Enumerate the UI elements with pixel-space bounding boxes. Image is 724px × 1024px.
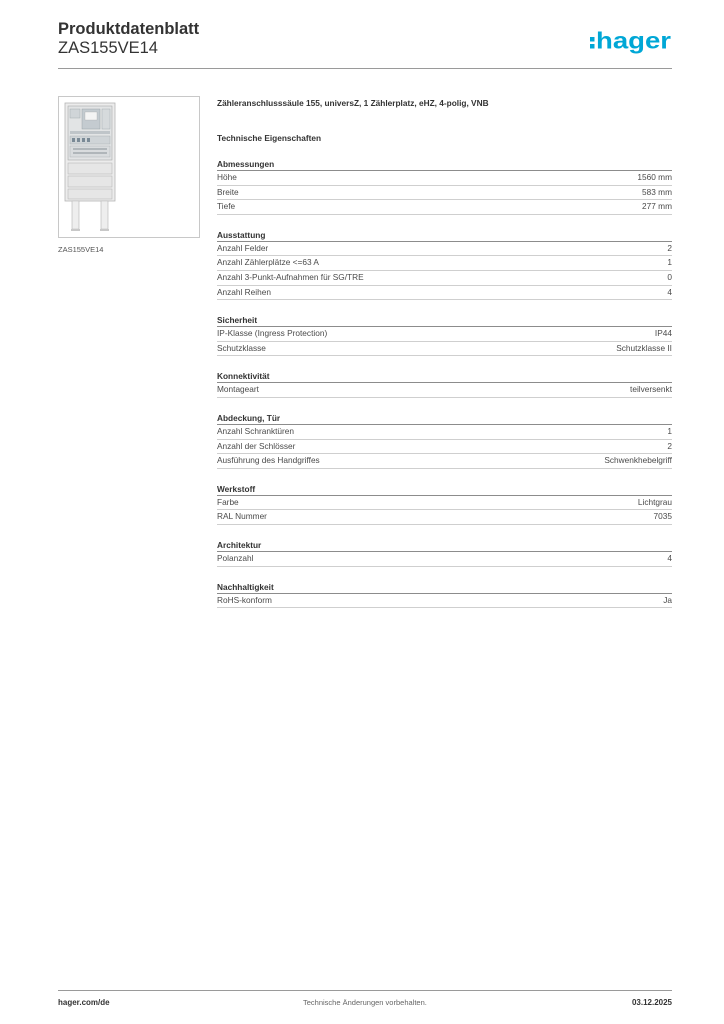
property-label: RoHS-konform [217, 594, 272, 605]
property-value: teilversenkt [630, 384, 672, 395]
property-row [217, 342, 672, 357]
section-abmessungen [217, 158, 672, 215]
property-row [217, 383, 672, 398]
property-row [217, 552, 672, 567]
property-value: Schwenkhebelgriff [604, 455, 672, 466]
property-value: IP44 [654, 328, 672, 339]
footer-website: hager.com/de [58, 998, 110, 1007]
property-label: Farbe [217, 496, 239, 507]
property-row [217, 242, 672, 257]
property-value: Lichtgrau [637, 496, 672, 507]
property-value: 1 [667, 257, 672, 268]
section-ausstattung [217, 229, 672, 300]
property-label: Anzahl Schranktüren [217, 425, 295, 436]
section-architektur [217, 539, 672, 567]
property-row [217, 327, 672, 342]
property-label: Höhe [217, 172, 237, 182]
section-title: Abmessungen [217, 158, 672, 171]
property-value: 583 mm [642, 186, 672, 197]
property-value: 2 [667, 440, 672, 451]
property-value: 4 [667, 286, 672, 297]
property-row [217, 186, 672, 201]
page-header [58, 20, 672, 70]
product-content [217, 96, 672, 608]
property-row [217, 271, 672, 286]
section-abdeckung-tuer [217, 412, 672, 469]
property-value: 7035 [653, 511, 672, 522]
property-row [217, 286, 672, 301]
property-label: Anzahl der Schlösser [217, 440, 296, 451]
property-value: 277 mm [642, 201, 672, 212]
footer-divider [58, 990, 672, 991]
property-label: Polanzahl [217, 552, 254, 563]
property-value: 1 [667, 425, 672, 436]
property-value: 0 [667, 271, 672, 282]
property-label: IP-Klasse (Ingress Protection) [217, 328, 328, 339]
property-label: Anzahl Reihen [217, 286, 271, 297]
property-row [217, 594, 672, 609]
property-label: Tiefe [217, 201, 236, 212]
property-label: Anzahl Felder [217, 242, 269, 253]
property-row [217, 510, 672, 525]
property-row [217, 440, 672, 455]
property-value: 1560 mm [637, 172, 672, 182]
property-row [217, 200, 672, 215]
section-title: Architektur [217, 539, 672, 552]
meter-cabinet-image [59, 97, 199, 237]
article-number: ZAS155VE14 [58, 39, 158, 57]
property-label: RAL Nummer [217, 511, 267, 522]
section-konnektivitaet [217, 370, 672, 398]
header-divider [58, 68, 672, 69]
section-title: Abdeckung, Tür [217, 412, 672, 425]
property-row [217, 496, 672, 511]
section-title: Konnektivität [217, 370, 672, 383]
document-title: Produktdatenblatt [58, 20, 200, 38]
property-value: 4 [667, 552, 672, 563]
property-label: Schutzklasse [217, 342, 266, 353]
section-werkstoff [217, 483, 672, 525]
property-label: Ausführung des Handgriffes [217, 455, 320, 466]
property-label: Anzahl 3-Punkt-Aufnahmen für SG/TRE [217, 271, 364, 282]
section-title: Werkstoff [217, 483, 672, 496]
property-row [217, 256, 672, 271]
property-label: Anzahl Zählerplätze <=63 A [217, 257, 319, 268]
section-title: Ausstattung [217, 229, 672, 242]
property-label: Montageart [217, 384, 259, 395]
property-value: Ja [663, 594, 672, 605]
footer-date: 03.12.2025 [631, 998, 672, 1007]
property-row [217, 171, 672, 186]
section-title: Sicherheit [217, 314, 672, 327]
logo-text: hager [596, 28, 672, 54]
image-caption: ZAS155VE14 [58, 245, 104, 254]
product-description: Zähleranschlusssäule 155, universZ, 1 Zählerplatz, eHZ, 4-polig, VNB [217, 98, 489, 108]
property-row [217, 454, 672, 469]
product-image-frame [58, 96, 200, 238]
section-nachhaltigkeit [217, 581, 672, 609]
footer-note: Technische Änderungen vorbehalten. [303, 998, 427, 1007]
technical-properties-heading: Technische Eigenschaften [217, 133, 322, 143]
section-sicherheit [217, 314, 672, 356]
hager-logo [590, 28, 672, 54]
property-label: Breite [217, 186, 239, 197]
property-row [217, 425, 672, 440]
section-title: Nachhaltigkeit [217, 581, 672, 594]
property-value: 2 [667, 242, 672, 253]
property-value: Schutzklasse II [616, 342, 672, 353]
